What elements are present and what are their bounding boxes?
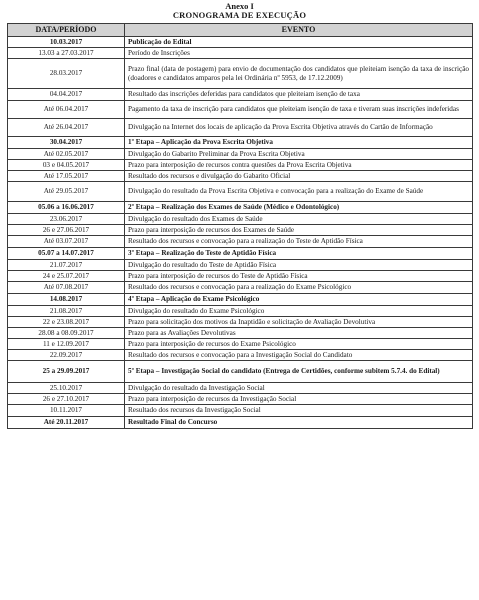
row-date: Até 07.08.2017 xyxy=(8,282,125,294)
row-event: Resultado Final do Concurso xyxy=(125,417,473,429)
schedule-row xyxy=(8,394,473,405)
schedule-row xyxy=(8,149,473,160)
row-event: Divulgação do Gabarito Preliminar da Prova Escrita Objetiva xyxy=(125,149,473,160)
schedule-row xyxy=(8,405,473,417)
row-date: Até 29.05.2017 xyxy=(8,182,125,202)
column-header-event: EVENTO xyxy=(125,24,473,37)
row-event: Resultado dos recursos e convocação para a Investigação Social do Candidato xyxy=(125,350,473,361)
row-date: Até 26.04.2017 xyxy=(8,119,125,137)
schedule-row xyxy=(8,225,473,236)
row-event: Prazo para interposição de recursos contra questões da Prova Escrita Objetiva xyxy=(125,160,473,171)
row-date: 22 e 23.08.2017 xyxy=(8,317,125,328)
schedule-stage-row xyxy=(8,294,473,306)
row-date: 28.08 a 08.09.2017 xyxy=(8,328,125,339)
column-header-date: DATA/PERÍODO xyxy=(8,24,125,37)
row-date: 11 e 12.09.2017 xyxy=(8,339,125,350)
row-event: Prazo final (data de postagem) para envio de documentação dos candidatos que pleiteiam isenção da taxa de inscrição (doadores e candidatos amparos pela lei Ordinária nº 5953, de 17.12.2009) xyxy=(125,59,473,89)
row-date: Até 17.05.2017 xyxy=(8,171,125,182)
row-date: 25 a 29.09.2017 xyxy=(8,361,125,383)
schedule-stage-row xyxy=(8,248,473,260)
row-event: Divulgação na Internet dos locais de aplicação da Prova Escrita Objetiva através do Cartão de Informação xyxy=(125,119,473,137)
schedule-row xyxy=(8,306,473,317)
row-date: 03 e 04.05.2017 xyxy=(8,160,125,171)
row-date: Até 06.04.2017 xyxy=(8,101,125,119)
schedule-row xyxy=(8,214,473,225)
document-heading xyxy=(0,0,479,20)
schedule-row xyxy=(8,59,473,89)
row-date: 21.08.2017 xyxy=(8,306,125,317)
annex-label: Anexo I xyxy=(225,1,254,11)
row-event: 3º Etapa – Realização do Teste de Aptidão Física xyxy=(125,248,473,260)
schedule-row xyxy=(8,317,473,328)
schedule-row xyxy=(8,119,473,137)
schedule-stage-row xyxy=(8,37,473,48)
schedule-table xyxy=(7,23,473,429)
row-date: 24 e 25.07.2017 xyxy=(8,271,125,282)
row-date: 26 e 27.06.2017 xyxy=(8,225,125,236)
schedule-title: CRONOGRAMA DE EXECUÇÃO xyxy=(172,10,307,20)
row-date: 05.06 a 16.06.2017 xyxy=(8,202,125,214)
row-event: Prazo para as Avaliações Devolutivas xyxy=(125,328,473,339)
row-event: Divulgação do resultado dos Exames de Saúde xyxy=(125,214,473,225)
row-event: Prazo para interposição de recursos do Teste de Aptidão Física xyxy=(125,271,473,282)
schedule-row xyxy=(8,160,473,171)
schedule-row xyxy=(8,282,473,294)
row-event: 2º Etapa – Realização dos Exames de Saúde (Médico e Odontológico) xyxy=(125,202,473,214)
row-event: 5º Etapa – Investigação Social do candidato (Entrega de Certidões, conforme subitem 5.7.4. do Edital) xyxy=(125,361,473,383)
schedule-stage-row xyxy=(8,202,473,214)
row-date: 10.11.2017 xyxy=(8,405,125,417)
row-event: Resultado das inscrições deferidas para candidatos que pleiteiam isenção de taxa xyxy=(125,89,473,101)
schedule-row xyxy=(8,260,473,271)
row-event: 4º Etapa – Aplicação do Exame Psicológico xyxy=(125,294,473,306)
schedule-row xyxy=(8,328,473,339)
row-event: Divulgação do resultado do Exame Psicológico xyxy=(125,306,473,317)
row-date: Até 03.07.2017 xyxy=(8,236,125,248)
schedule-row xyxy=(8,182,473,202)
row-date: Até 02.05.2017 xyxy=(8,149,125,160)
row-event: Resultado dos recursos e convocação para a realização do Exame Psicológico xyxy=(125,282,473,294)
row-date: 10.03.2017 xyxy=(8,37,125,48)
row-date: 23.06.2017 xyxy=(8,214,125,225)
row-event: 1º Etapa – Aplicação da Prova Escrita Objetiva xyxy=(125,137,473,149)
row-date: Até 20.11.2017 xyxy=(8,417,125,429)
row-event: Prazo para interposição de recursos do Exame Psicológico xyxy=(125,339,473,350)
row-event: Prazo para interposição de recursos da Investigação Social xyxy=(125,394,473,405)
row-event: Prazo para solicitação dos motivos da Inaptidão e solicitação de Avaliação Devolutiva xyxy=(125,317,473,328)
row-event: Publicação do Edital xyxy=(125,37,473,48)
row-date: 13.03 a 27.03.2017 xyxy=(8,48,125,59)
row-date: 22.09.2017 xyxy=(8,350,125,361)
schedule-row xyxy=(8,383,473,394)
schedule-stage-row xyxy=(8,361,473,383)
schedule-rows xyxy=(8,37,473,429)
row-date: 26 e 27.10.2017 xyxy=(8,394,125,405)
schedule-row xyxy=(8,101,473,119)
row-event: Período de Inscrições xyxy=(125,48,473,59)
schedule-row xyxy=(8,236,473,248)
row-date: 14.08.2017 xyxy=(8,294,125,306)
schedule-row xyxy=(8,271,473,282)
row-event: Prazo para interposição de recursos dos Exames de Saúde xyxy=(125,225,473,236)
row-event: Resultado dos recursos e convocação para a realização do Teste de Aptidão Física xyxy=(125,236,473,248)
row-date: 25.10.2017 xyxy=(8,383,125,394)
table-header-row xyxy=(8,24,473,37)
row-date: 04.04.2017 xyxy=(8,89,125,101)
row-event: Divulgação do resultado do Teste de Aptidão Física xyxy=(125,260,473,271)
schedule-row xyxy=(8,350,473,361)
row-date: 21.07.2017 xyxy=(8,260,125,271)
schedule-row xyxy=(8,89,473,101)
schedule-stage-row xyxy=(8,137,473,149)
schedule-stage-row xyxy=(8,417,473,429)
row-event: Resultado dos recursos e divulgação do Gabarito Oficial xyxy=(125,171,473,182)
row-event: Pagamento da taxa de inscrição para candidatos que pleiteiam isenção de taxa e tiveram suas inscrições indeferidas xyxy=(125,101,473,119)
row-event: Resultado dos recursos da Investigação Social xyxy=(125,405,473,417)
row-date: 28.03.2017 xyxy=(8,59,125,89)
row-event: Divulgação do resultado da Prova Escrita Objetiva e convocação para a realização do Exame de Saúde xyxy=(125,182,473,202)
schedule-row xyxy=(8,171,473,182)
row-date: 30.04.2017 xyxy=(8,137,125,149)
schedule-row xyxy=(8,339,473,350)
schedule-row xyxy=(8,48,473,59)
row-date: 05.07 a 14.07.2017 xyxy=(8,248,125,260)
row-event: Divulgação do resultado da Investigação Social xyxy=(125,383,473,394)
